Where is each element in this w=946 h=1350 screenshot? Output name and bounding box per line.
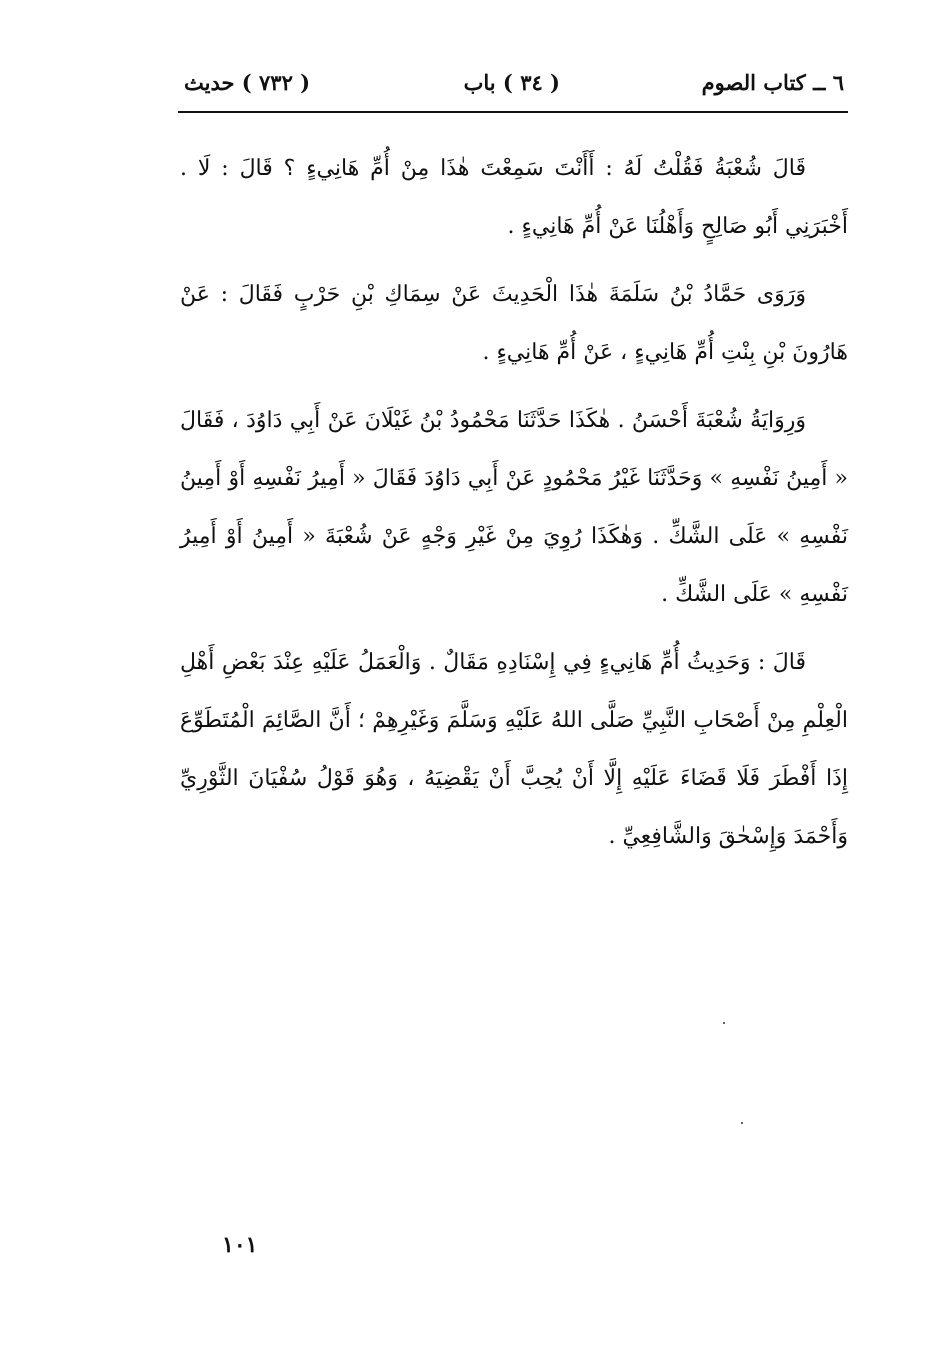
header-chapter-number: ( ٣٤ ) باب (463, 70, 560, 95)
paragraph-3: وَرِوَايَةُ شُعْبَةَ أَحْسَنُ . هٰكَذَا حَدَّثَنَا مَحْمُودُ بْنُ غَيْلَانَ عَنْ أَبِي دَاوُدَ ، فَقَالَ « أَمِينُ نَفْسِهِ » وَحَدَّثَنَا غَيْرُ مَحْمُودٍ عَنْ أَبِي دَاوُدَ فَقَالَ « أَمِيرُ نَفْسِهِ أَوْ أَمِينُ نَفْسِهِ » عَلَى الشَّكِّ . وَهٰكَذَا رُوِيَ مِنْ غَيْرِ وَجْهٍ عَنْ شُعْبَةَ « أَمِينُ أَوْ أَمِيرُ نَفْسِهِ » عَلَى الشَّكِّ . (180, 408, 848, 607)
header-divider (178, 111, 848, 113)
header-hadith-number: ( ٧٣٢ ) حديث (184, 70, 311, 95)
scan-speck (741, 1122, 743, 1124)
paragraph-4: قَالَ : وَحَدِيثُ أُمِّ هَانِيءٍ فِي إِسْنَادِهِ مَقَالٌ . وَالْعَمَلُ عَلَيْهِ عِنْدَ بَعْضِ أَهْلِ الْعِلْمِ مِنْ أَصْحَابِ النَّبِيِّ صَلَّى اللهُ عَلَيْهِ وَسَلَّمَ وَغَيْرِهِمْ ؛ أَنَّ الصَّائِمَ الْمُتَطَوِّعَ إِذَا أَفْطَرَ فَلَا قَضَاءَ عَلَيْهِ إِلَّا أَنْ يُحِبَّ أَنْ يَقْضِيَهُ ، وَهُوَ قَوْلُ سُفْيَانَ الثَّوْرِيِّ وَأَحْمَدَ وَإِسْحٰقَ وَالشَّافِعِيِّ . (180, 650, 848, 849)
paragraph-2: وَرَوَى حَمَّادُ بْنُ سَلَمَةَ هٰذَا الْحَدِيثَ عَنْ سِمَاكِ بْنِ حَرْبٍ فَقَالَ : عَنْ هَارُونَ بْنِ بِنْتِ أُمِّ هَانِيءٍ ، عَنْ أُمِّ هَانِيءٍ . (180, 282, 848, 365)
scan-speck (723, 1022, 725, 1024)
paragraph-1: قَالَ شُعْبَةُ فَقُلْتُ لَهُ : أَأَنْتَ سَمِعْتَ هٰذَا مِنْ أُمِّ هَانِيءٍ ؟ قَالَ : لَا . أَخْبَرَنِي أَبُو صَالِحٍ وَأَهْلُنَا عَنْ أُمِّ هَانِيءٍ . (180, 156, 848, 239)
running-header (180, 68, 850, 104)
page-number: ١٠١ (222, 1232, 258, 1258)
main-text (180, 140, 848, 876)
header-book-title: ٦ ــ كتاب الصوم (701, 70, 844, 95)
